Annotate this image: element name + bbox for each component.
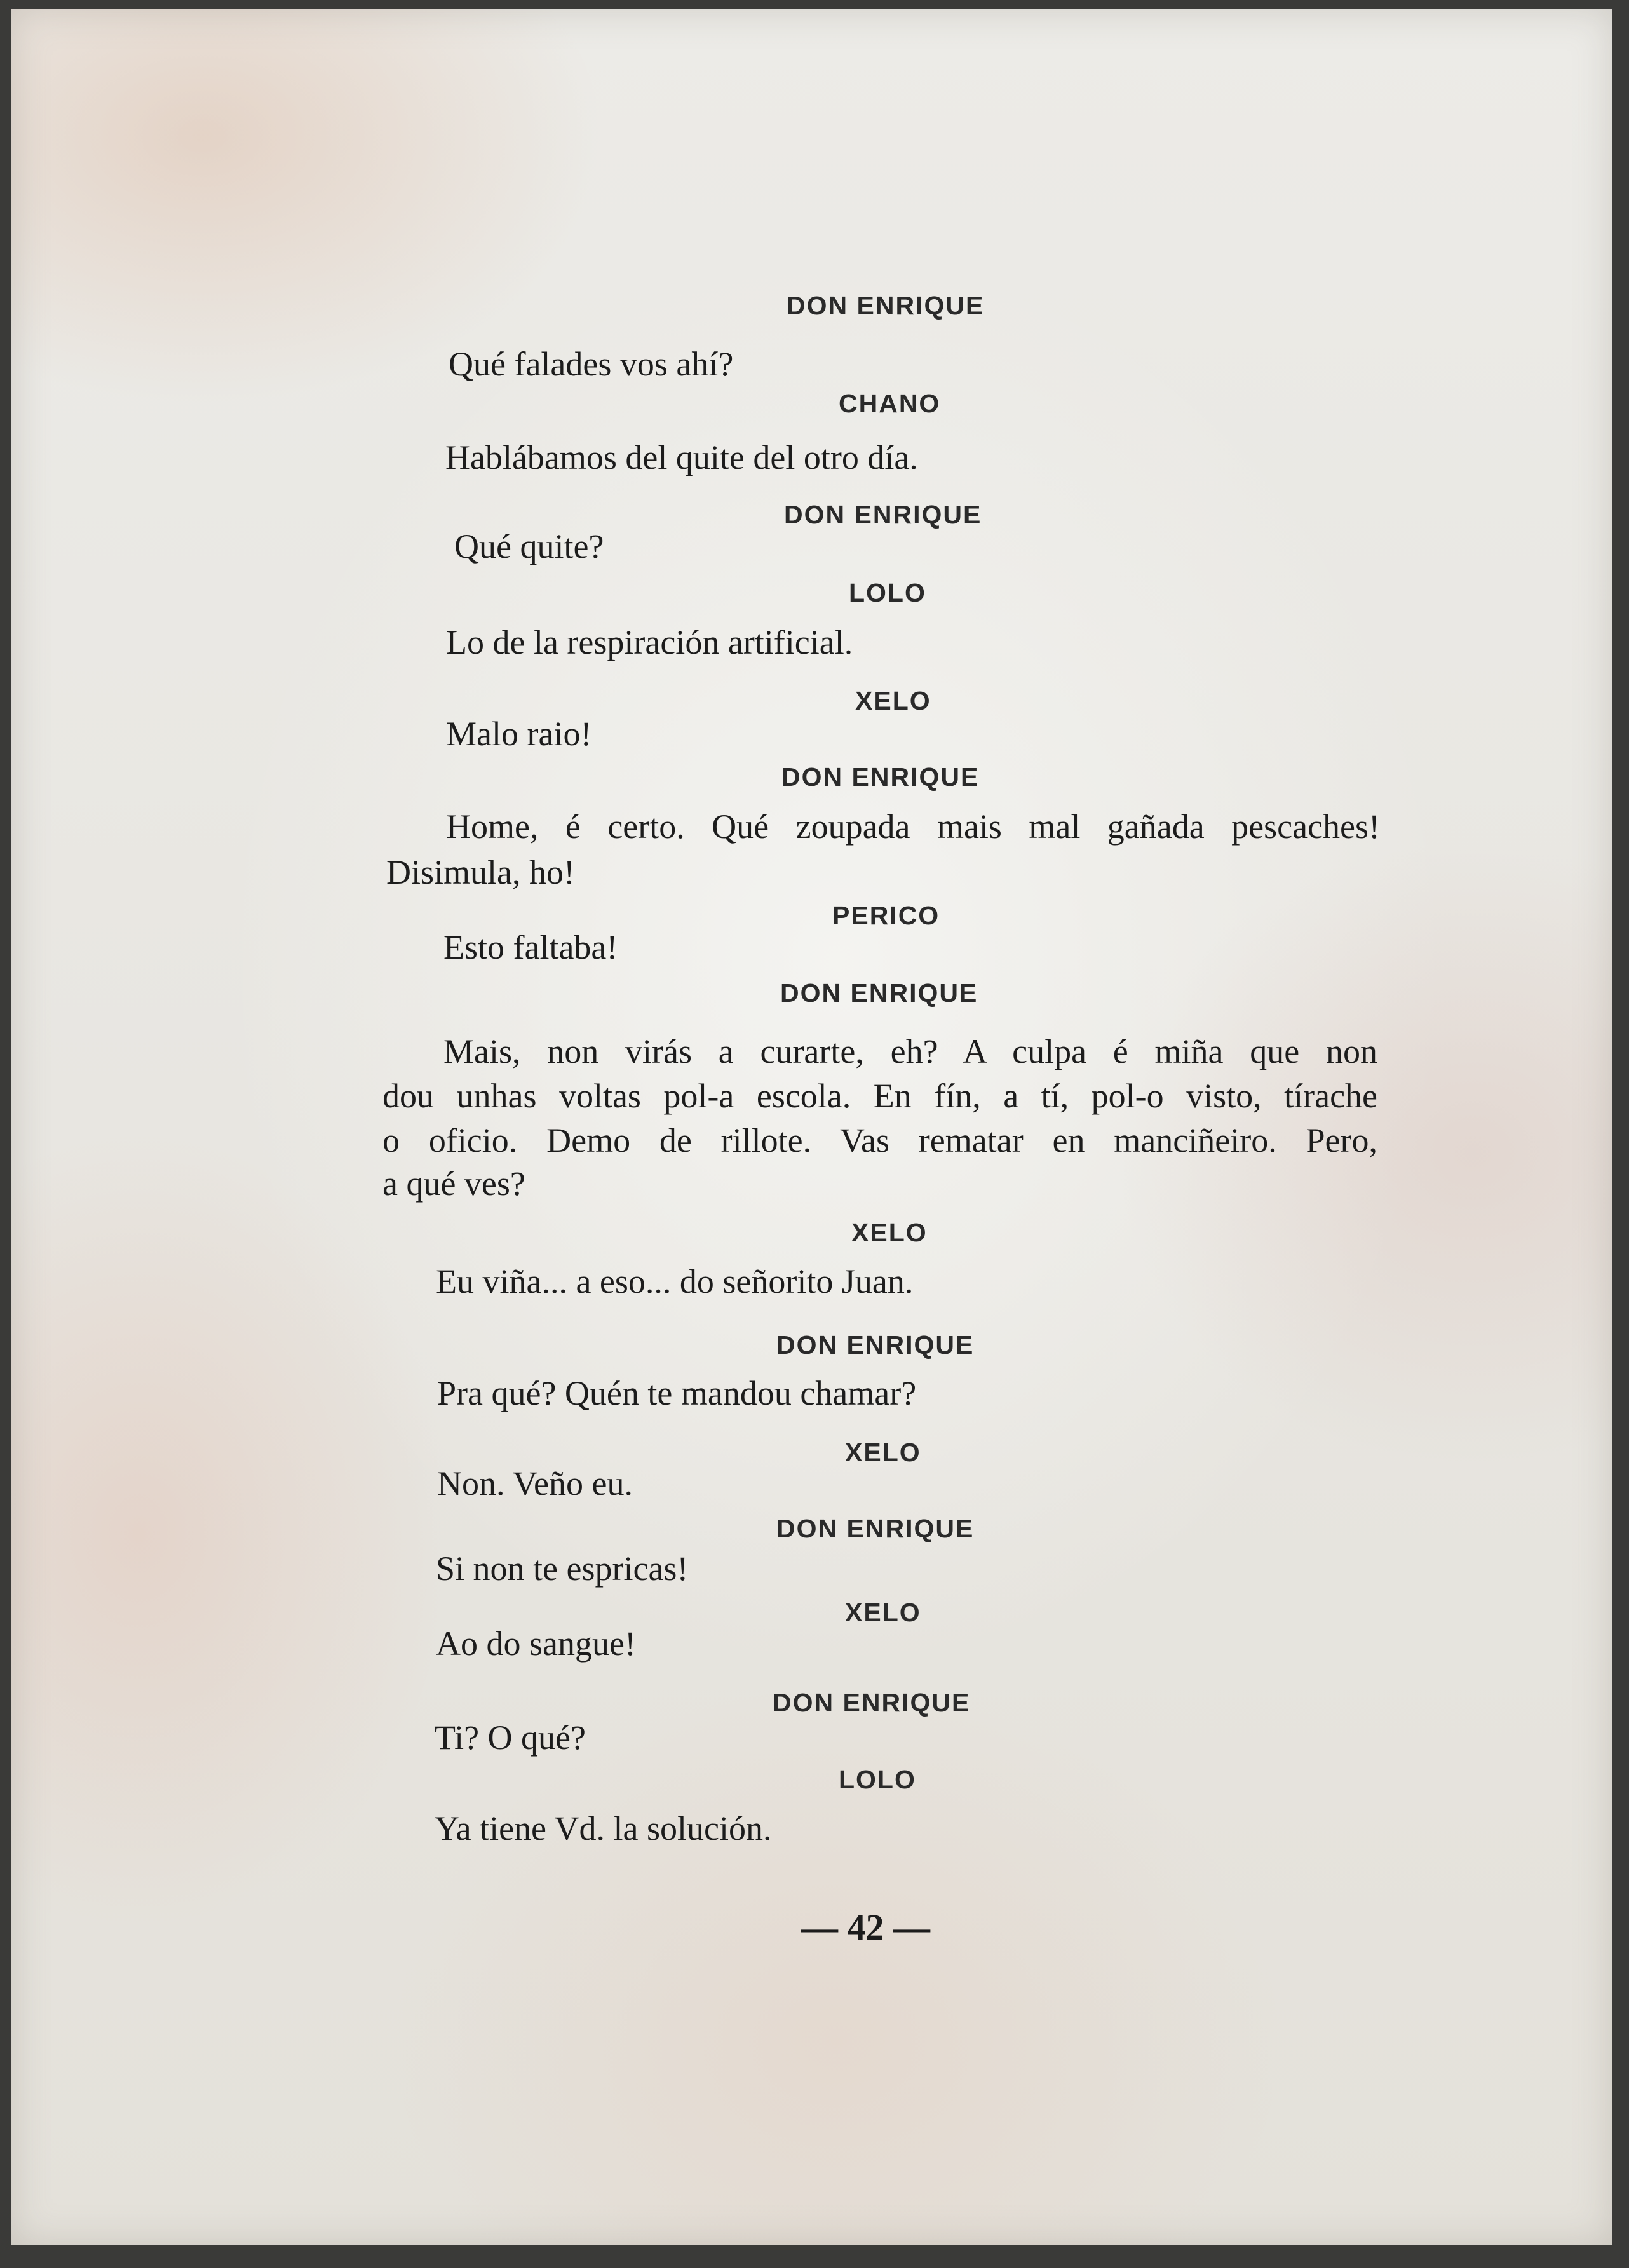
dialogue-line: Ya tiene Vd. la solución. (435, 1809, 772, 1847)
speaker-label: DON ENRIQUE (781, 762, 980, 792)
speaker-label: XELO (855, 686, 931, 715)
dialogue-line: Ti? O qué? (435, 1718, 586, 1757)
dialogue-line: Ao do sangue! (436, 1624, 636, 1663)
dialogue-line: Mais, non virás a curarte, eh? A culpa é miña que non (443, 1032, 1377, 1070)
speaker-label: XELO (851, 1218, 928, 1247)
dialogue-line: Lo de la respiración artificial. (446, 623, 853, 661)
speaker-label: PERICO (832, 901, 940, 930)
speaker-label: LOLO (839, 1765, 916, 1794)
speaker-label: CHANO (839, 389, 941, 418)
speaker-label: DON ENRIQUE (776, 1330, 975, 1360)
dialogue-line: o oficio. Demo de rillote. Vas rematar en manciñeiro. Pero, (382, 1121, 1377, 1159)
page-number: — 42 — (801, 1907, 930, 1948)
speaker-label: DON ENRIQUE (784, 500, 982, 529)
dialogue-line: Hablábamos del quite del otro día. (445, 438, 918, 476)
dialogue-line: Disimula, ho! (386, 853, 575, 891)
dialogue-line: a qué ves? (382, 1164, 525, 1203)
dialogue-line: Si non te espricas! (436, 1549, 689, 1588)
speaker-label: XELO (845, 1438, 921, 1467)
dialogue-line: Non. Veño eu. (437, 1464, 633, 1502)
dialogue-line: Eu viña... a eso... do señorito Juan. (436, 1262, 914, 1300)
dialogue-line: Qué quite? (454, 527, 604, 565)
speaker-label: DON ENRIQUE (780, 978, 978, 1008)
speaker-label: DON ENRIQUE (776, 1514, 975, 1543)
dialogue-line: Esto faltaba! (443, 928, 618, 966)
dialogue-line: Qué falades vos ahí? (449, 345, 734, 383)
speaker-label: DON ENRIQUE (787, 291, 985, 320)
dialogue-line: Malo raio! (446, 715, 592, 753)
speaker-label: XELO (845, 1598, 921, 1627)
book-page (11, 9, 1612, 2245)
speaker-label: DON ENRIQUE (773, 1688, 971, 1717)
dialogue-line: Home, é certo. Qué zoupada mais mal gañada pescaches! (446, 807, 1380, 846)
dialogue-line: dou unhas voltas pol-a escola. En fín, a tí, pol-o visto, tírache (382, 1077, 1377, 1115)
speaker-label: LOLO (849, 578, 926, 607)
dialogue-line: Pra qué? Quén te mandou chamar? (437, 1374, 917, 1412)
